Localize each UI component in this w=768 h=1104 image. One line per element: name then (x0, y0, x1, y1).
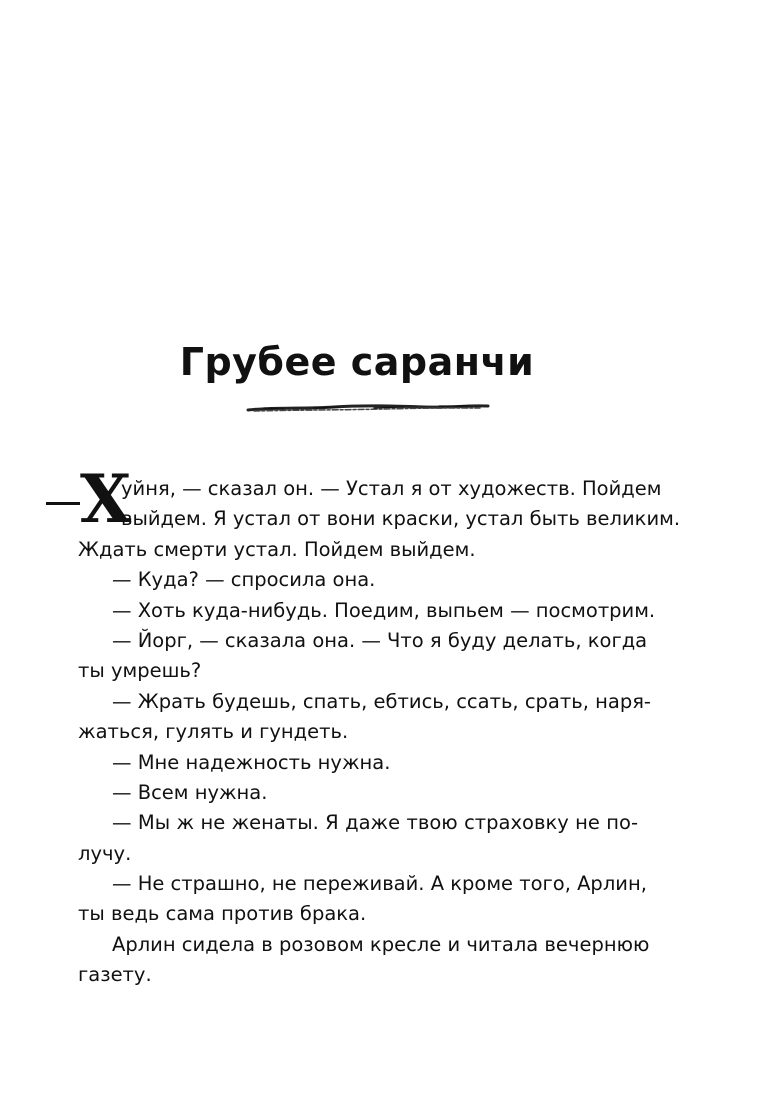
text-line: — Йорг, — сказала она. — Что я буду делать, когда (112, 628, 648, 652)
text-line: — Жрать будешь, спать, ебтись, ссать, срать, наря- (112, 689, 651, 713)
text-line: Ждать смерти устал. Пойдем выйдем. (78, 537, 476, 561)
text-line: уйня, — сказал он. — Устал я от художеств. Пойдем (121, 477, 662, 500)
text-line: ты умрешь? (78, 659, 202, 683)
text-line: — Хоть куда-нибудь. Поедим, выпьем — посмотрим. (112, 598, 656, 622)
text-line: — Куда? — спросила она. (112, 568, 376, 592)
chapter-body (78, 474, 681, 991)
text-line: лучу. (78, 841, 132, 865)
drop-cap-dash (46, 502, 80, 505)
drop-cap-letter: Х (80, 460, 130, 538)
text-line: выйдем. Я устал от вони краски, устал быть великим. (121, 507, 681, 531)
text-line: — Не страшно, не переживай. А кроме того, Арлин, (112, 872, 647, 896)
title-underline-ornament (244, 398, 492, 418)
text-line: жаться, гулять и гундеть. (78, 720, 349, 744)
text-line: Арлин сидела в розовом кресле и читала вечернюю (112, 932, 650, 956)
text-line: — Мне надежность нужна. (112, 750, 391, 774)
chapter-title: Грубее саранчи (179, 340, 535, 384)
text-line: — Всем нужна. (112, 780, 268, 804)
text-line: ты ведь сама против брака. (78, 902, 367, 926)
text-line: газету. (78, 963, 152, 987)
text-line: — Мы ж не женаты. Я даже твою страховку не по- (112, 811, 638, 835)
